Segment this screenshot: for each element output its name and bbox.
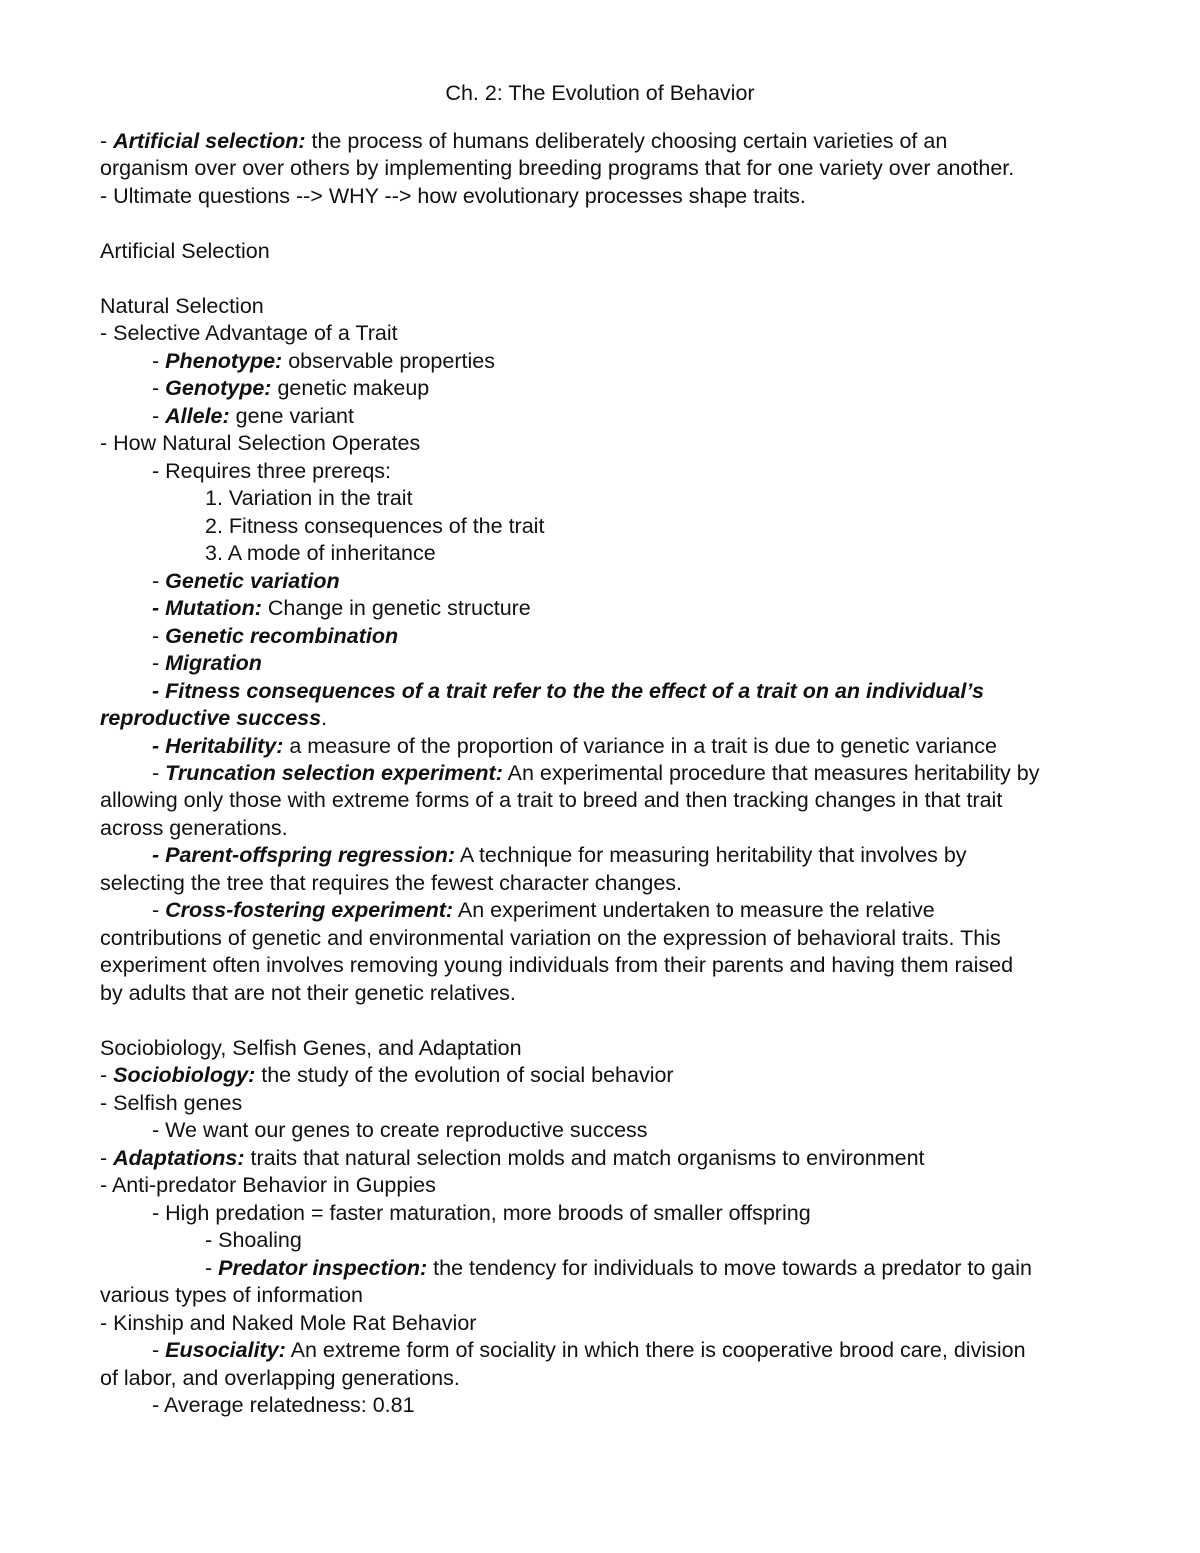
body-text: observable properties bbox=[282, 349, 495, 373]
text-line bbox=[152, 348, 1105, 376]
text-line bbox=[152, 650, 1105, 678]
body-text: - bbox=[152, 376, 166, 400]
body-text: - bbox=[100, 129, 114, 153]
text-line bbox=[100, 1090, 1105, 1118]
body-text: - bbox=[100, 1146, 114, 1170]
body-text: - Selective Advantage of a Trait bbox=[100, 321, 398, 345]
body-text: the process of humans deliberately choosing certain varieties of an bbox=[305, 129, 948, 153]
text-line bbox=[152, 1392, 1105, 1420]
body-text: - bbox=[205, 1256, 219, 1280]
page-title: Ch. 2: The Evolution of Behavior bbox=[445, 81, 755, 105]
body-text: - bbox=[152, 1338, 166, 1362]
term-text: Artificial selection: bbox=[113, 129, 306, 153]
body-text: 3. A mode of inheritance bbox=[205, 541, 436, 565]
body-text: Artificial Selection bbox=[100, 239, 270, 263]
term-text: - Heritability: bbox=[152, 734, 284, 758]
text-line bbox=[152, 375, 1105, 403]
body-text: . bbox=[321, 706, 328, 730]
body-text: - How Natural Selection Operates bbox=[100, 431, 421, 455]
text-line bbox=[100, 1365, 1105, 1393]
body-text: - bbox=[152, 404, 166, 428]
body-text: - Requires three prereqs: bbox=[152, 459, 391, 483]
body-text: - bbox=[100, 1063, 114, 1087]
body-text: selecting the tree that requires the fewest character changes. bbox=[100, 871, 683, 895]
body-text: - bbox=[152, 349, 166, 373]
text-line bbox=[152, 760, 1105, 788]
body-text: the tendency for individuals to move towards a predator to gain bbox=[427, 1256, 1032, 1280]
body-text: 2. Fitness consequences of the trait bbox=[205, 514, 545, 538]
text-line bbox=[100, 1145, 1105, 1173]
body-text: An extreme form of sociality in which there is cooperative brood care, division bbox=[285, 1338, 1026, 1362]
body-text: - Anti-predator Behavior in Guppies bbox=[100, 1173, 436, 1197]
text-line bbox=[100, 320, 1105, 348]
body-text: experiment often involves removing young individuals from their parents and having them raised bbox=[100, 953, 1014, 977]
text-line bbox=[152, 733, 1105, 761]
text-line bbox=[205, 485, 1105, 513]
body-text: contributions of genetic and environmental variation on the expression of behavioral traits. This bbox=[100, 926, 1001, 950]
text-line bbox=[100, 925, 1105, 953]
body-text: of labor, and overlapping generations. bbox=[100, 1366, 460, 1390]
text-line bbox=[152, 1117, 1105, 1145]
body-text: genetic makeup bbox=[271, 376, 430, 400]
text-line bbox=[205, 540, 1105, 568]
body-text: - Kinship and Naked Mole Rat Behavior bbox=[100, 1311, 477, 1335]
text-line bbox=[100, 815, 1105, 843]
text-line bbox=[100, 238, 1105, 266]
term-text: Allele: bbox=[165, 404, 230, 428]
term-text: Phenotype: bbox=[165, 349, 283, 373]
term-text: Sociobiology: bbox=[113, 1063, 256, 1087]
term-text: - Parent-offspring regression: bbox=[152, 843, 456, 867]
term-text: Genetic variation bbox=[165, 569, 340, 593]
body-text: - Ultimate questions --> WHY --> how evolutionary processes shape traits. bbox=[100, 184, 806, 208]
text-line bbox=[152, 1200, 1105, 1228]
body-text: by adults that are not their genetic relatives. bbox=[100, 981, 516, 1005]
body-text: the study of the evolution of social behavior bbox=[255, 1063, 674, 1087]
text-line bbox=[205, 513, 1105, 541]
body-text: - Shoaling bbox=[205, 1228, 302, 1252]
text-line bbox=[152, 458, 1105, 486]
term-text: - bbox=[152, 596, 166, 620]
term-text: Adaptations: bbox=[113, 1146, 245, 1170]
text-line bbox=[152, 623, 1105, 651]
body-text: - bbox=[152, 624, 166, 648]
text-line bbox=[100, 1282, 1105, 1310]
text-line bbox=[152, 595, 1105, 623]
body-text: - bbox=[152, 651, 166, 675]
text-line bbox=[152, 1337, 1105, 1365]
text-line bbox=[100, 430, 1105, 458]
body-text: - Average relatedness: 0.81 bbox=[152, 1393, 415, 1417]
term-text: Genotype: bbox=[165, 376, 272, 400]
body-text: traits that natural selection molds and match organisms to environment bbox=[244, 1146, 925, 1170]
term-text: Migration bbox=[165, 651, 262, 675]
body-text: A technique for measuring heritability that involves by bbox=[455, 843, 967, 867]
text-line bbox=[152, 678, 1105, 706]
text-line bbox=[152, 403, 1105, 431]
text-line bbox=[100, 155, 1105, 183]
body-text: An experiment undertaken to measure the relative bbox=[453, 898, 935, 922]
text-line bbox=[100, 128, 1105, 156]
body-text: organism over over others by implementing breeding programs that for one variety over another. bbox=[100, 156, 1015, 180]
body-text: An experimental procedure that measures heritability by bbox=[502, 761, 1040, 785]
body-text: gene variant bbox=[229, 404, 354, 428]
body-text: Change in genetic structure bbox=[261, 596, 531, 620]
text-line bbox=[100, 183, 1105, 211]
body-text: Sociobiology, Selfish Genes, and Adaptation bbox=[100, 1036, 522, 1060]
body-text: - bbox=[152, 569, 166, 593]
text-line bbox=[100, 870, 1105, 898]
text-line bbox=[100, 980, 1105, 1008]
body-text: across generations. bbox=[100, 816, 288, 840]
body-text: allowing only those with extreme forms of a trait to breed and then tracking changes in that trait bbox=[100, 788, 1003, 812]
text-line bbox=[100, 1035, 1105, 1063]
text-line bbox=[205, 1255, 1105, 1283]
text-line bbox=[100, 293, 1105, 321]
body-text: various types of information bbox=[100, 1283, 363, 1307]
term-text: reproductive success bbox=[100, 706, 322, 730]
text-line bbox=[100, 1062, 1105, 1090]
term-text: Genetic recombination bbox=[165, 624, 399, 648]
text-line bbox=[100, 787, 1105, 815]
body-text: - bbox=[152, 898, 166, 922]
term-text: Predator inspection: bbox=[218, 1256, 428, 1280]
text-line bbox=[100, 1310, 1105, 1338]
body-text: - Selfish genes bbox=[100, 1091, 243, 1115]
text-line bbox=[100, 705, 1105, 733]
body-text: - High predation = faster maturation, more broods of smaller offspring bbox=[152, 1201, 811, 1225]
text-line bbox=[152, 842, 1105, 870]
body-text: 1. Variation in the trait bbox=[205, 486, 413, 510]
term-text: Mutation: bbox=[165, 596, 262, 620]
term-text: - Fitness consequences of a trait refer to the the effect of a trait on an individual’s bbox=[152, 679, 984, 703]
body-text: - We want our genes to create reproductive success bbox=[152, 1118, 648, 1142]
text-line bbox=[100, 952, 1105, 980]
text-line bbox=[152, 897, 1105, 925]
text-line bbox=[205, 1227, 1105, 1255]
body-text: Natural Selection bbox=[100, 294, 264, 318]
term-text: Cross-fostering experiment: bbox=[165, 898, 454, 922]
term-text: Truncation selection experiment: bbox=[165, 761, 503, 785]
text-line bbox=[152, 568, 1105, 596]
body-text: a measure of the proportion of variance in a trait is due to genetic variance bbox=[283, 734, 997, 758]
text-line bbox=[100, 1172, 1105, 1200]
body-text: - bbox=[152, 761, 166, 785]
term-text: Eusociality: bbox=[165, 1338, 286, 1362]
